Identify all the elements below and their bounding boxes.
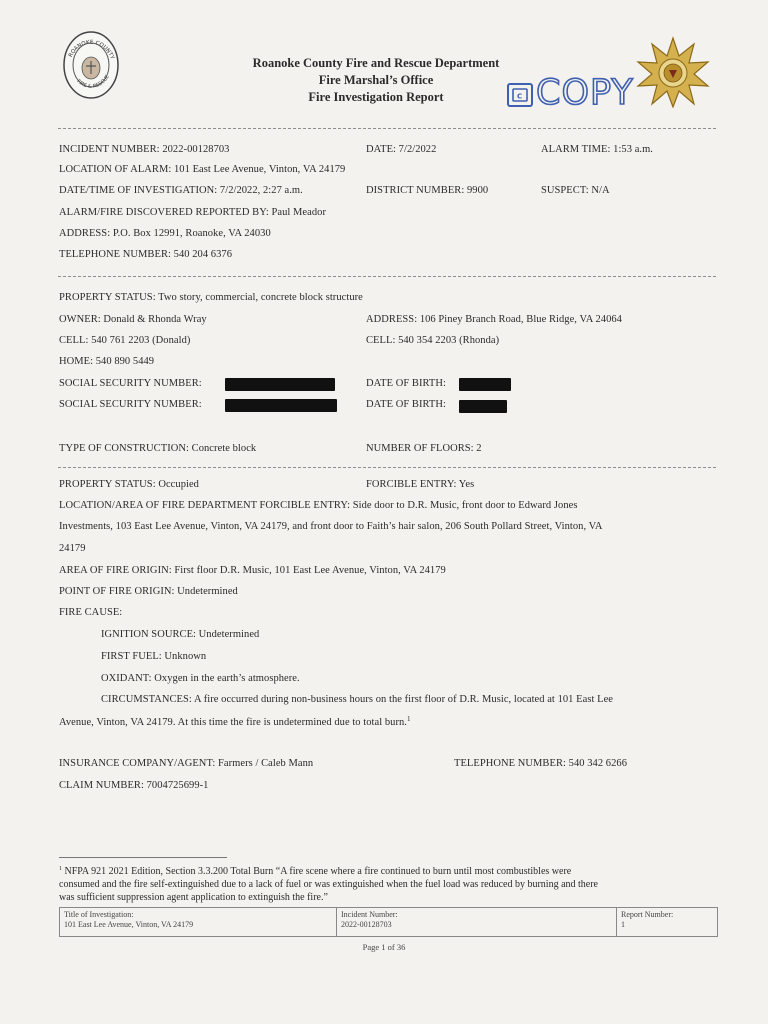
construction-type: TYPE OF CONSTRUCTION: Concrete block bbox=[59, 443, 257, 454]
copy-stamp bbox=[505, 74, 637, 114]
ignition-source: IGNITION SOURCE: Undetermined bbox=[101, 629, 260, 640]
svg-text:ROANOKE COUNTY: ROANOKE COUNTY bbox=[68, 39, 115, 61]
owner-cell-2: CELL: 540 354 2203 (Rhonda) bbox=[366, 335, 500, 346]
suspect: SUSPECT: N/A bbox=[541, 185, 610, 196]
footer-title-cell bbox=[60, 908, 336, 936]
reporter-address: ADDRESS: P.O. Box 12991, Roanoke, VA 24030 bbox=[59, 228, 271, 239]
number-of-floors: NUMBER OF FLOORS: 2 bbox=[366, 443, 482, 454]
claim-number: CLAIM NUMBER: 7004725699-1 bbox=[59, 780, 209, 791]
dob-redaction-2 bbox=[459, 400, 507, 413]
dob-redaction-1 bbox=[459, 378, 511, 391]
forcible-entry-location-line-1: LOCATION/AREA OF FIRE DEPARTMENT FORCIBLE ENTRY: Side door to D.R. Music, front door to Edward Jones bbox=[59, 500, 578, 511]
fire-marshal-badge-icon bbox=[636, 36, 710, 108]
footer-report-value: 1 bbox=[621, 920, 625, 929]
forcible-entry: FORCIBLE ENTRY: Yes bbox=[366, 479, 475, 490]
footer-report-cell bbox=[616, 908, 717, 936]
property-status: PROPERTY STATUS: Two story, commercial, concrete block structure bbox=[59, 292, 363, 303]
ssn-label-2: SOCIAL SECURITY NUMBER: bbox=[59, 399, 202, 410]
investigation-datetime: DATE/TIME OF INVESTIGATION: 7/2/2022, 2:27 a.m. bbox=[59, 185, 303, 196]
footnote-rule bbox=[59, 857, 227, 858]
incident-number: INCIDENT NUMBER: 2022-00128703 bbox=[59, 144, 230, 155]
office-title: Fire Marshal’s Office bbox=[318, 73, 434, 87]
circumstances-line-2 bbox=[59, 715, 411, 728]
ssn-label-1: SOCIAL SECURITY NUMBER: bbox=[59, 378, 202, 389]
footer-report-label: Report Number: bbox=[621, 910, 674, 919]
divider bbox=[58, 276, 716, 277]
footer-incident-label: Incident Number: bbox=[341, 910, 398, 919]
incident-date: DATE: 7/2/2022 bbox=[366, 144, 437, 155]
footnote-line-2: consumed and the fire self-extinguished due to a lack of fuel or was extinguished when the fuel load was reduced by burning and there bbox=[59, 879, 598, 890]
owner-home-phone: HOME: 540 890 5449 bbox=[59, 356, 155, 367]
owner-address: ADDRESS: 106 Piney Branch Road, Blue Ridge, VA 24064 bbox=[366, 314, 622, 325]
footer-incident-value: 2022-00128703 bbox=[341, 920, 392, 929]
copy-stamp-text: COPY bbox=[536, 73, 634, 113]
footer-table bbox=[59, 907, 718, 937]
footnote-reference: 1 bbox=[406, 715, 411, 723]
forcible-entry-location-line-3: 24179 bbox=[59, 543, 86, 554]
footnote-line-3: was sufficient suppression agent application to extinguish the fire.” bbox=[59, 892, 328, 903]
owner: OWNER: Donald & Rhonda Wray bbox=[59, 314, 207, 325]
divider bbox=[58, 467, 716, 468]
dob-label-2: DATE OF BIRTH: bbox=[366, 399, 446, 410]
first-fuel: FIRST FUEL: Unknown bbox=[101, 651, 207, 662]
footnote-text-1: NFPA 921 2021 Edition, Section 3.3.200 Total Burn “A fire scene where a fire continued to burn until most combustibles were bbox=[64, 866, 572, 877]
circumstances-text: Avenue, Vinton, VA 24179. At this time the fire is undetermined due to total burn. bbox=[59, 717, 407, 728]
forcible-entry-location-line-2: Investments, 103 East Lee Avenue, Vinton, VA 24179, and front door to Faith’s hair salon, 206 South Pollard Street, Vinton, VA bbox=[59, 521, 603, 532]
county-seal-icon bbox=[62, 30, 120, 100]
oxidant: OXIDANT: Oxygen in the earth’s atmosphere. bbox=[101, 673, 300, 684]
footnote bbox=[59, 863, 719, 904]
insurance-telephone: TELEPHONE NUMBER: 540 342 6266 bbox=[454, 758, 627, 769]
reporter-telephone: TELEPHONE NUMBER: 540 204 6376 bbox=[59, 249, 232, 260]
department-title: Roanoke County Fire and Rescue Department bbox=[252, 56, 500, 70]
reported-by: ALARM/FIRE DISCOVERED REPORTED BY: Paul Meador bbox=[59, 207, 326, 218]
district-number: DISTRICT NUMBER: 9900 bbox=[366, 185, 489, 196]
report-title: Fire Investigation Report bbox=[308, 90, 444, 104]
ssn-redaction-2 bbox=[225, 399, 337, 412]
footnote-line-1 bbox=[59, 863, 719, 878]
alarm-location: LOCATION OF ALARM: 101 East Lee Avenue, Vinton, VA 24179 bbox=[59, 164, 346, 175]
alarm-time: ALARM TIME: 1:53 a.m. bbox=[541, 144, 653, 155]
svg-text:FIRE & RESCUE: FIRE & RESCUE bbox=[75, 74, 111, 90]
svg-text:C: C bbox=[517, 92, 523, 101]
point-of-origin: POINT OF FIRE ORIGIN: Undetermined bbox=[59, 586, 238, 597]
fire-cause-heading: FIRE CAUSE: bbox=[59, 607, 123, 618]
page-number: Page 1 of 36 bbox=[362, 942, 406, 952]
divider bbox=[58, 128, 716, 129]
footer-incident-cell bbox=[336, 908, 616, 936]
circumstances-line-1: CIRCUMSTANCES: A fire occurred during non-business hours on the first floor of D.R. Music, located at 101 East Lee bbox=[101, 694, 613, 705]
owner-cell-1: CELL: 540 761 2203 (Donald) bbox=[59, 335, 191, 346]
footer-title-value: 101 East Lee Avenue, Vinton, VA 24179 bbox=[64, 920, 194, 929]
occupancy-status: PROPERTY STATUS: Occupied bbox=[59, 479, 199, 490]
dob-label-1: DATE OF BIRTH: bbox=[366, 378, 446, 389]
footer-title-label: Title of Investigation: bbox=[64, 910, 134, 919]
ssn-redaction-1 bbox=[225, 378, 335, 391]
area-of-origin: AREA OF FIRE ORIGIN: First floor D.R. Music, 101 East Lee Avenue, Vinton, VA 24179 bbox=[59, 565, 446, 576]
footnote-mark: 1 bbox=[59, 866, 62, 872]
insurance-company: INSURANCE COMPANY/AGENT: Farmers / Caleb Mann bbox=[59, 758, 314, 769]
